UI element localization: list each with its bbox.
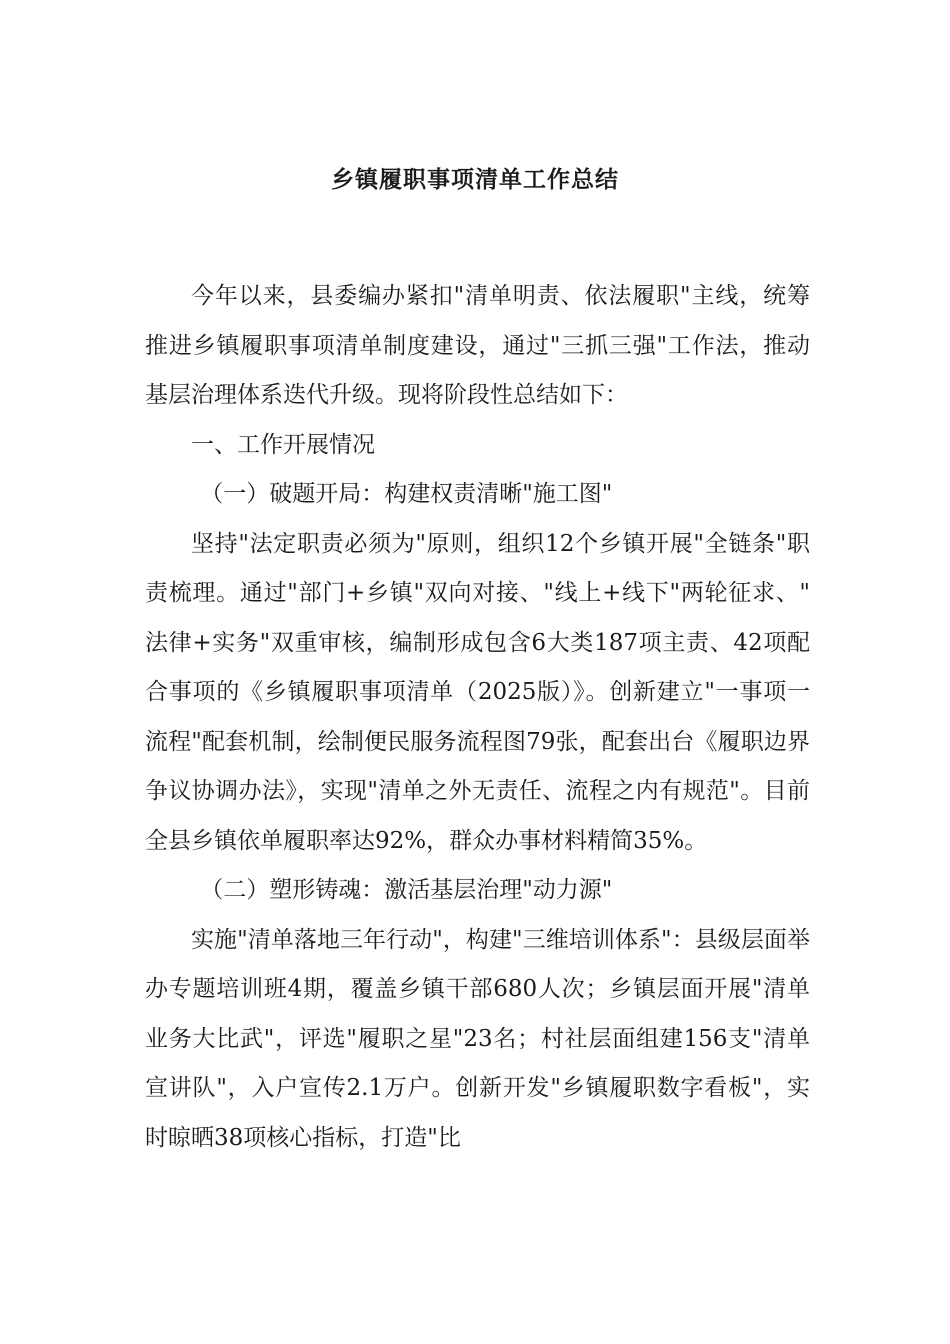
intro-paragraph: 今年以来，县委编办紧扣"清单明责、依法履职"主线，统筹推进乡镇履职事项清单制度建设，通过"三抓三强"工作法，推动基层治理体系迭代升级。现将阶段性总结如下： xyxy=(145,283,810,408)
section-heading-1: 一、工作开展情况 xyxy=(191,431,375,458)
document-title: 乡镇履职事项清单工作总结 xyxy=(331,167,619,193)
body-paragraph-2: 实施"清单落地三年行动"，构建"三维培训体系"：县级层面举办专题培训班4期，覆盖乡镇干部680人次；乡镇层面开展"清单业务大比武"，评选"履职之星"23名；村社层面组建156支"清单宣讲队"，入户宣传2.1万户。创新开发"乡镇履职数字看板"，实时晾晒38项核心指标，打造"比 xyxy=(145,926,810,1151)
body-paragraph-1: 坚持"法定职责必须为"原则，组织12个乡镇开展"全链条"职责梳理。通过"部门+乡镇"双向对接、"线上+线下"两轮征求、"法律+实务"双重审核，编制形成包含6大类187项主责、42项配合事项的《乡镇履职事项清单（2025版）》。创新建立"一事项一流程"配套机制，绘制便民服务流程图79张，配套出台《履职边界争议协调办法》，实现"清单之外无责任、流程之内有规范"。目前全县乡镇依单履职率达92%，群众办事材料精简35%。 xyxy=(145,530,810,854)
document-body xyxy=(145,272,810,1163)
subsection-heading-2: （二）塑形铸魂：激活基层治理"动力源" xyxy=(200,877,613,903)
subsection-heading-1: （一）破题开局：构建权责清晰"施工图" xyxy=(200,481,613,507)
